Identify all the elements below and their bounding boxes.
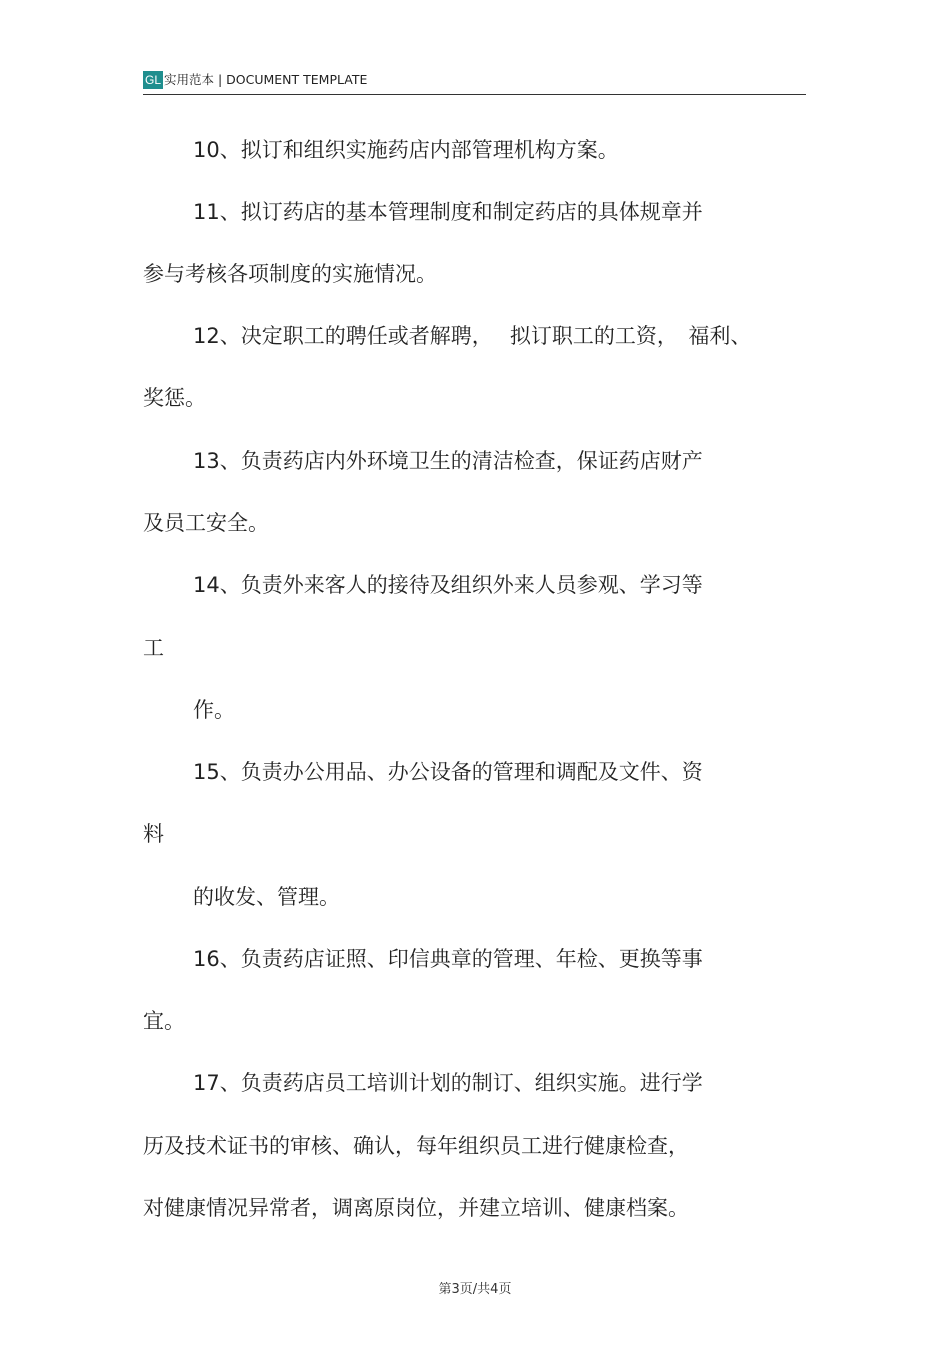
page-number: 第3页/共4页 [438,1282,512,1297]
paragraph-line: 及员工安全。 [143,511,269,535]
paragraph-line: 历及技术证书的审核、确认，每年组织员工进行健康检查， [143,1134,689,1158]
paragraph-line: 参与考核各项制度的实施情况。 [143,262,437,286]
page-header [143,70,806,95]
paragraph-line: 15、负责办公用品、办公设备的管理和调配及文件、资 [193,760,703,784]
paragraph-line: 13、负责药店内外环境卫生的清洁检查，保证药店财产 [193,449,703,473]
paragraph-line: 14、负责外来客人的接待及组织外来人员参观、学习等 [193,573,703,597]
paragraph-line: 11、拟订药店的基本管理制度和制定药店的具体规章并 [193,200,703,224]
paragraph-line: 17、负责药店员工培训计划的制订、组织实施。进行学 [193,1071,703,1095]
paragraph-line: 作。 [193,698,235,722]
paragraph-line: 工 [143,636,164,660]
logo: GL [144,73,161,87]
paragraph-line: 料 [143,822,164,846]
paragraph-line: 奖惩。 [143,386,206,410]
paragraph-line: 10、拟订和组织实施药店内部管理机构方案。 [193,138,619,162]
header-title: 实用范本 | DOCUMENT TEMPLATE [164,72,368,87]
paragraph-line: 12、决定职工的聘任或者解聘， 拟订职工的工资， 福利、 [193,324,752,348]
paragraph-line: 对健康情况异常者，调离原岗位，并建立培训、健康档案。 [143,1196,689,1220]
paragraph-line: 的收发、管理。 [193,885,340,909]
paragraph-line: 宜。 [143,1009,185,1033]
paragraph-line: 16、负责药店证照、印信典章的管理、年检、更换等事 [193,947,703,971]
